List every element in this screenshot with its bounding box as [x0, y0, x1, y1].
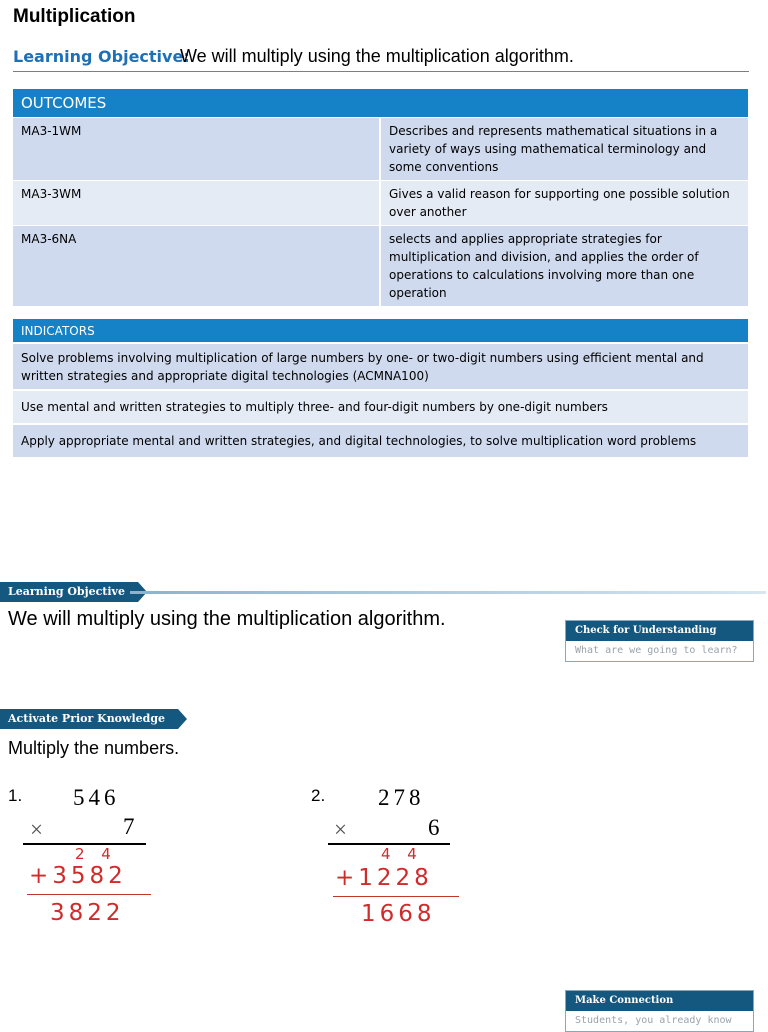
- times-sign: ×: [30, 817, 47, 842]
- outcome-code: MA3-6NA: [13, 226, 380, 307]
- indicators-heading: INDICATORS: [13, 319, 748, 343]
- indicator-text: Solve problems involving multiplication of large numbers by one- or two-digit numbers using efficient mental and written strategies and appropriate digital technologies (ACMNA100): [13, 343, 748, 390]
- multiplier: 6: [428, 815, 444, 840]
- outcomes-table: [13, 89, 748, 306]
- indicator-text: Use mental and written strategies to multiply three- and four-digit numbers by one-digit numbers: [13, 390, 748, 424]
- outcome-code: MA3-1WM: [13, 118, 380, 181]
- answer: 1668: [361, 901, 436, 927]
- answer: 3822: [50, 900, 125, 926]
- multiplicand: 278: [378, 785, 425, 810]
- make-connection-title: Make Connection: [566, 991, 753, 1011]
- times-sign: ×: [334, 817, 351, 842]
- learning-objective-tag: Learning Objective: [0, 582, 138, 602]
- partial-product: +1228: [335, 865, 433, 891]
- make-connection-box: [565, 990, 754, 1032]
- partial-product: +3582: [29, 863, 127, 889]
- outcomes-heading: OUTCOMES: [13, 89, 748, 118]
- carry-digits: 2 4: [75, 845, 117, 863]
- sum-line: [27, 894, 151, 895]
- learning-objective-text: We will multiply using the multiplication algorithm.: [8, 608, 446, 630]
- outcome-description: selects and applies appropriate strategies for multiplication and division, and applies the order of operations to calculations involving more than one operation: [380, 226, 748, 307]
- table-row: [13, 226, 748, 307]
- check-understanding-prompt: What are we going to learn?: [575, 645, 738, 656]
- problem-number: 1.: [8, 786, 23, 805]
- check-understanding-title: Check for Understanding: [566, 621, 753, 641]
- outcome-description: Describes and represents mathematical situations in a variety of ways using mathematical terminology and some conventions: [380, 118, 748, 181]
- make-connection-text: Students, you already know: [575, 1015, 732, 1026]
- outcome-code: MA3-3WM: [13, 181, 380, 226]
- page-title: Multiplication: [13, 6, 136, 27]
- sum-line: [333, 896, 459, 897]
- table-row: [13, 181, 748, 226]
- check-understanding-box: [565, 620, 754, 662]
- objective-text: We will multiply using the multiplication algorithm.: [180, 46, 574, 66]
- outcome-description: Gives a valid reason for supporting one possible solution over another: [380, 181, 748, 226]
- carry-digits: 4 4: [381, 845, 423, 863]
- objective-label: Learning Objective:: [13, 47, 190, 66]
- prior-knowledge-tag: Activate Prior Knowledge: [0, 709, 178, 729]
- section-rule: [130, 591, 766, 594]
- table-row: [13, 390, 748, 424]
- table-row: [13, 424, 748, 457]
- problem-number: 2.: [311, 786, 326, 805]
- multiplier: 7: [123, 814, 139, 839]
- table-row: [13, 343, 748, 390]
- indicators-table: [13, 319, 748, 457]
- prior-knowledge-text: Multiply the numbers.: [8, 738, 180, 758]
- multiplicand: 546: [73, 785, 120, 810]
- header-divider: [13, 71, 749, 72]
- indicator-text: Apply appropriate mental and written strategies, and digital technologies, to solve multiplication word problems: [13, 424, 748, 457]
- table-row: [13, 118, 748, 181]
